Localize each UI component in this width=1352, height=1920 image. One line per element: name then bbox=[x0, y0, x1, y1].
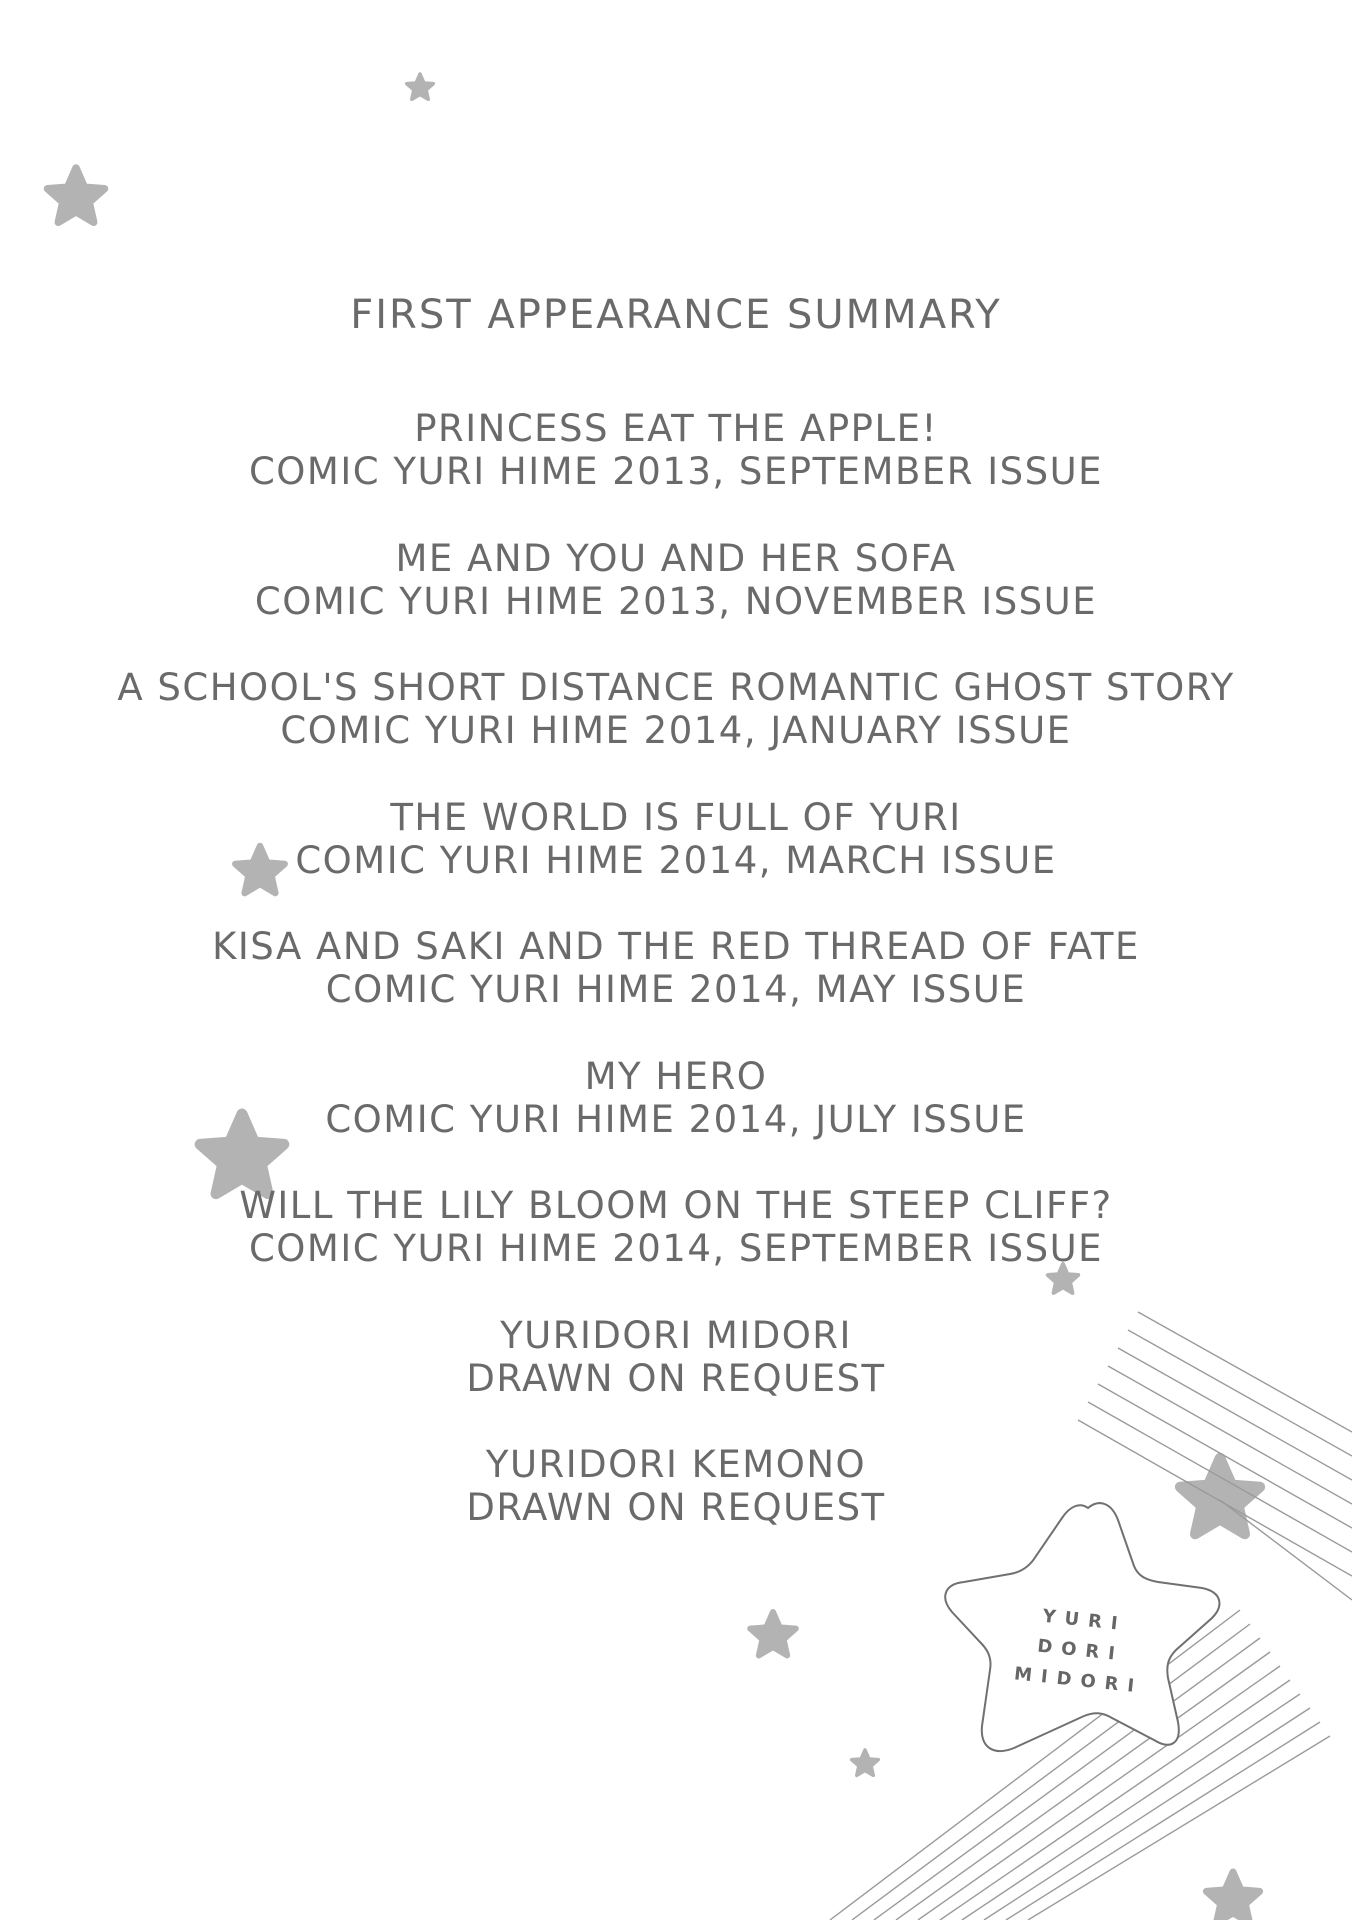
story-title: PRINCESS EAT THE APPLE! bbox=[414, 407, 938, 450]
story-source: COMIC YURI HIME 2013, NOVEMBER ISSUE bbox=[254, 580, 1098, 623]
badge-line-2: DORI bbox=[1036, 1635, 1125, 1666]
story-source: COMIC YURI HIME 2014, MAY ISSUE bbox=[325, 968, 1027, 1011]
star-icon bbox=[852, 1750, 879, 1775]
appearance-entry bbox=[0, 796, 1352, 882]
story-title: MY HERO bbox=[584, 1055, 768, 1098]
story-title: YURIDORI MIDORI bbox=[500, 1314, 852, 1357]
appearance-entry bbox=[0, 407, 1352, 493]
badge-line-1: YURI bbox=[1041, 1605, 1128, 1636]
story-title: WILL THE LILY BLOOM ON THE STEEP CLIFF? bbox=[239, 1184, 1113, 1227]
star-icon bbox=[1206, 1872, 1259, 1920]
story-source: DRAWN ON REQUEST bbox=[466, 1357, 886, 1400]
story-title: YURIDORI KEMONO bbox=[485, 1443, 867, 1486]
story-source: COMIC YURI HIME 2014, JULY ISSUE bbox=[325, 1098, 1027, 1141]
story-source: DRAWN ON REQUEST bbox=[466, 1486, 886, 1529]
star-icon bbox=[48, 168, 105, 222]
story-title: THE WORLD IS FULL OF YURI bbox=[390, 796, 962, 839]
appearance-entry bbox=[0, 537, 1352, 623]
appearance-entry bbox=[0, 1055, 1352, 1141]
yuridori-midori-badge bbox=[945, 1503, 1219, 1751]
story-title: KISA AND SAKI AND THE RED THREAD OF FATE bbox=[212, 925, 1140, 968]
appearance-entry bbox=[0, 1443, 1352, 1529]
story-title: ME AND YOU AND HER SOFA bbox=[395, 537, 957, 580]
star-icon bbox=[407, 74, 434, 99]
star-icon bbox=[750, 1612, 796, 1655]
appearance-entry bbox=[0, 1314, 1352, 1400]
story-source: COMIC YURI HIME 2013, SEPTEMBER ISSUE bbox=[248, 450, 1104, 493]
badge-line-3: MIDORI bbox=[1013, 1663, 1145, 1698]
story-source: COMIC YURI HIME 2014, SEPTEMBER ISSUE bbox=[248, 1227, 1104, 1270]
appearance-entry bbox=[0, 1184, 1352, 1270]
story-title: A SCHOOL'S SHORT DISTANCE ROMANTIC GHOST STORY bbox=[117, 666, 1235, 709]
appearance-entry bbox=[0, 925, 1352, 1011]
appearance-entry bbox=[0, 666, 1352, 752]
story-source: COMIC YURI HIME 2014, JANUARY ISSUE bbox=[280, 709, 1072, 752]
page-title: FIRST APPEARANCE SUMMARY bbox=[350, 292, 1002, 338]
story-source: COMIC YURI HIME 2014, MARCH ISSUE bbox=[295, 839, 1057, 882]
